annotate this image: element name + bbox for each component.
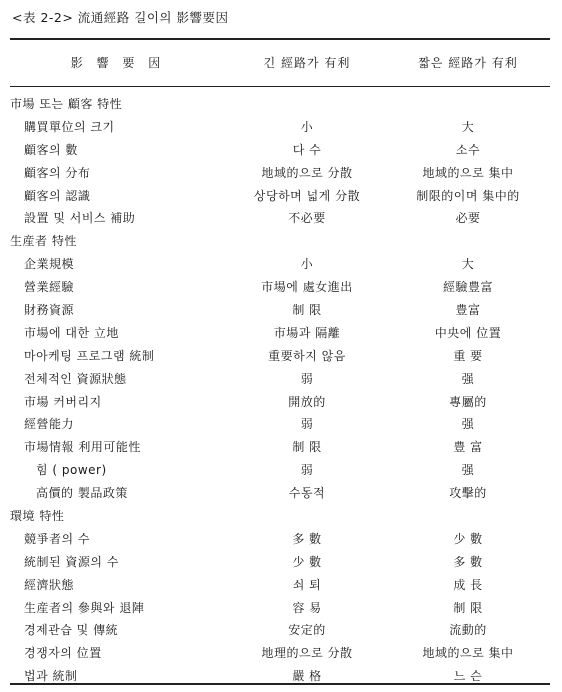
section-heading: 生産者 特性 bbox=[10, 234, 77, 249]
factor-label: 전체적인 資源狀態 bbox=[24, 371, 127, 386]
long-channel-value: 상당하며 넓게 分散 bbox=[253, 188, 361, 203]
section-heading: 環境 特性 bbox=[10, 509, 65, 524]
bottom-rule bbox=[10, 683, 550, 685]
long-channel-value: 制 限 bbox=[292, 303, 322, 318]
long-channel-value: 少 數 bbox=[292, 554, 322, 569]
long-channel-value: 開放的 bbox=[288, 394, 326, 409]
long-channel-value: 小 bbox=[300, 119, 314, 134]
factor-label: 법과 統制 bbox=[24, 669, 78, 684]
table-row bbox=[0, 162, 562, 185]
long-channel-value: 弱 bbox=[300, 463, 314, 478]
long-channel-value: 市場과 隔離 bbox=[273, 325, 341, 340]
table-row bbox=[0, 574, 562, 597]
short-channel-value: 少 數 bbox=[453, 531, 483, 546]
factor-label: 經濟狀態 bbox=[24, 577, 75, 592]
long-channel-value: 弱 bbox=[300, 371, 314, 386]
short-channel-value: 强 bbox=[461, 371, 475, 386]
factor-label: 顧客의 認識 bbox=[24, 188, 91, 203]
short-channel-value: 制限的이며 集中的 bbox=[416, 188, 520, 203]
short-channel-value: 中央에 位置 bbox=[434, 325, 502, 340]
factor-label: 顧客의 分布 bbox=[24, 165, 91, 180]
short-channel-value: 느 슨 bbox=[453, 669, 483, 684]
long-channel-value: 多 數 bbox=[292, 531, 322, 546]
table-row bbox=[0, 368, 562, 391]
factor-label: 購買單位의 크기 bbox=[24, 119, 115, 134]
table-row bbox=[0, 619, 562, 642]
table-row bbox=[0, 391, 562, 414]
short-channel-value: 소수 bbox=[455, 142, 481, 157]
factor-label: 힘 ( power) bbox=[36, 463, 107, 478]
table-row bbox=[0, 642, 562, 665]
long-channel-value: 市場에 處女進出 bbox=[261, 280, 353, 295]
short-channel-value: 地域的으로 集中 bbox=[422, 646, 514, 661]
long-channel-value: 不必要 bbox=[288, 211, 326, 226]
top-rule bbox=[10, 38, 550, 40]
short-channel-value: 流動的 bbox=[449, 623, 487, 638]
factor-label: 競爭者의 수 bbox=[24, 531, 90, 546]
long-channel-value: 安定的 bbox=[288, 623, 326, 638]
short-channel-value: 豊 富 bbox=[453, 440, 483, 455]
table-row bbox=[0, 345, 562, 368]
table-row bbox=[0, 207, 562, 230]
factor-label: 顧客의 數 bbox=[24, 142, 78, 157]
table-body bbox=[0, 93, 562, 688]
long-channel-value: 嚴 格 bbox=[292, 669, 322, 684]
header-rule bbox=[10, 86, 550, 87]
factor-label: 市場에 대한 立地 bbox=[24, 325, 119, 340]
short-channel-value: 大 bbox=[461, 119, 475, 134]
table-row bbox=[0, 551, 562, 574]
long-channel-value: 수동적 bbox=[288, 486, 326, 501]
long-channel-value: 다 수 bbox=[292, 142, 322, 157]
table-row bbox=[0, 299, 562, 322]
table-row bbox=[0, 185, 562, 208]
header-long-channel: 긴 經路가 有利 bbox=[263, 56, 351, 70]
short-channel-value: 强 bbox=[461, 417, 475, 432]
long-channel-value: 小 bbox=[300, 257, 314, 272]
long-channel-value: 地域的으로 分散 bbox=[261, 165, 353, 180]
table-row bbox=[0, 482, 562, 505]
table-row bbox=[0, 253, 562, 276]
long-channel-value: 重要하지 않음 bbox=[268, 348, 346, 363]
table-row bbox=[0, 459, 562, 482]
factor-label: 企業規模 bbox=[24, 257, 75, 272]
short-channel-value: 必要 bbox=[455, 211, 481, 226]
short-channel-value: 經驗豊富 bbox=[442, 280, 494, 295]
short-channel-value: 多 數 bbox=[453, 554, 483, 569]
table-row bbox=[0, 139, 562, 162]
factor-label: 統制된 資源의 수 bbox=[24, 554, 119, 569]
short-channel-value: 攻擊的 bbox=[449, 486, 487, 501]
factor-label: 마아케팅 프로그램 統制 bbox=[24, 348, 155, 363]
header-factor: 影 響 要 因 bbox=[70, 56, 166, 70]
header-short-channel: 짧은 經路가 有利 bbox=[418, 56, 518, 70]
factor-label: 營業經驗 bbox=[24, 280, 75, 295]
section-heading: 市場 또는 顧客 特性 bbox=[10, 97, 123, 111]
short-channel-value: 專屬的 bbox=[449, 394, 487, 409]
factor-label: 生産者의 參與와 退陣 bbox=[24, 600, 145, 615]
factor-label: 市場 커버리지 bbox=[24, 394, 102, 409]
short-channel-value: 强 bbox=[461, 463, 475, 478]
long-channel-value: 容 易 bbox=[292, 600, 322, 615]
factor-label: 高價的 製品政策 bbox=[36, 486, 128, 501]
table-row bbox=[0, 413, 562, 436]
factor-label: 경쟁자의 位置 bbox=[24, 646, 102, 661]
short-channel-value: 制 限 bbox=[453, 600, 483, 615]
long-channel-value: 制 限 bbox=[292, 440, 322, 455]
factor-label: 市場情報 利用可能性 bbox=[24, 440, 141, 455]
table-row bbox=[0, 528, 562, 551]
section-heading-row bbox=[0, 505, 562, 528]
long-channel-value: 쇠 퇴 bbox=[292, 577, 322, 592]
table-row bbox=[0, 322, 562, 345]
long-channel-value: 弱 bbox=[300, 417, 314, 432]
short-channel-value: 大 bbox=[461, 257, 475, 272]
table-header bbox=[0, 54, 562, 74]
short-channel-value: 豊富 bbox=[455, 303, 481, 318]
table-row bbox=[0, 597, 562, 620]
table-row bbox=[0, 116, 562, 139]
long-channel-value: 地理的으로 分散 bbox=[261, 646, 353, 661]
factor-label: 경제관습 및 傳統 bbox=[24, 623, 119, 638]
table-row bbox=[0, 276, 562, 299]
section-heading-row bbox=[0, 93, 562, 116]
short-channel-value: 成 長 bbox=[453, 577, 483, 592]
short-channel-value: 重 要 bbox=[453, 348, 483, 363]
table-caption: <表 2-2> 流通經路 길이의 影響要因 bbox=[12, 10, 229, 25]
table-row bbox=[0, 436, 562, 459]
short-channel-value: 地域的으로 集中 bbox=[422, 165, 514, 180]
factor-label: 財務資源 bbox=[24, 303, 75, 318]
section-heading-row bbox=[0, 230, 562, 253]
factor-label: 設置 및 서비스 補助 bbox=[24, 211, 136, 226]
factor-label: 經營能力 bbox=[24, 417, 75, 432]
